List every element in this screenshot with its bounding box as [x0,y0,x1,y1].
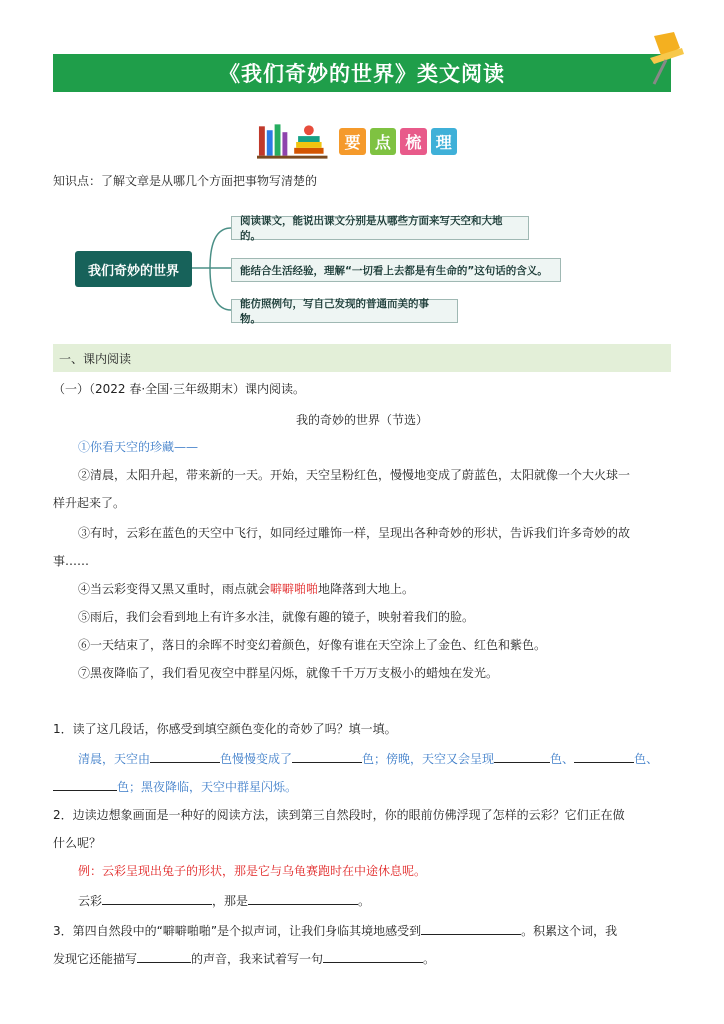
paragraph: ⑥一天结束了，落日的余晖不时变幻着颜色，好像有谁在天空涂上了金色、红色和紫色。 [78,638,547,652]
answer-blank[interactable] [248,904,358,905]
part-title: 一、课内阅读 [53,344,671,372]
paragraph: ①你看天空的珍藏—— [78,440,199,454]
answer-blank[interactable] [292,762,362,763]
question-text: 发现它还能描写 [53,952,138,966]
mindmap-leaf: 阅读课文，能说出课文分别是从哪些方面来写天空和大地的。 [231,216,529,240]
section-header-char: 要 [339,128,365,155]
books-icon [257,120,335,162]
pushpin-icon [640,28,690,88]
question-text: 。积累这个词，我 [521,924,618,938]
example-answer: 例：云彩呈现出兔子的形状，那是它与乌龟赛跑时在中途休息呢。 [78,864,427,878]
fill-text: 。 [358,894,371,908]
answer-blank[interactable] [137,962,191,963]
question-text: 。 [423,952,436,966]
knowledge-point: 知识点：了解文章是从哪几个方面把事物写清楚的 [53,174,318,188]
question-1-fill [78,750,658,767]
paragraph-text: 地降落到大地上。 [318,582,415,596]
paragraph: 事…… [53,554,90,568]
fill-text: 色慢慢变成了 [220,752,293,766]
paragraph-text: ④当云彩变得又黑又重时，雨点就会 [78,582,271,596]
question-3 [53,950,435,967]
passage-title: 我的奇妙的世界（节选） [296,413,429,427]
section-header-char: 理 [431,128,457,155]
paragraph: ⑦黑夜降临了，我们看见夜空中群星闪烁，就像千千万万支极小的蜡烛在发光。 [78,666,499,680]
paragraph [78,580,414,597]
fill-text: 色；黑夜降临，天空中群星闪烁。 [117,780,298,794]
question-2: 什么呢？ [53,836,102,850]
answer-blank[interactable] [150,762,220,763]
answer-blank[interactable] [53,790,117,791]
fill-text: 云彩 [78,894,103,908]
question-1: 1．读了这几段话，你感受到填空颜色变化的奇妙了吗？填一填。 [53,722,397,736]
paragraph: ③有时，云彩在蓝色的天空中飞行，如同经过雕饰一样，呈现出各种奇妙的形状，告诉我们许多奇妙的故 [78,526,631,540]
paragraph: ②清晨，太阳升起，带来新的一天。开始，天空呈粉红色，慢慢地变成了蔚蓝色，太阳就像一个大火球一 [78,468,631,482]
fill-text: 色、 [550,752,575,766]
question-1-fill [53,778,297,795]
question-text: 3．第四自然段中的“噼噼啪啪”是个拟声词，让我们身临其境地感受到 [53,924,422,938]
answer-blank[interactable] [421,934,521,935]
fill-text: ，那是 [212,894,249,908]
mindmap-root: 我们奇妙的世界 [75,251,192,287]
answer-blank[interactable] [102,904,212,905]
answer-blank[interactable] [494,762,550,763]
answer-blank[interactable] [323,962,423,963]
fill-text: 色、 [634,752,659,766]
paragraph: ⑤雨后，我们会看到地上有许多水洼，就像有趣的镜子，映射着我们的脸。 [78,610,475,624]
section-header-char: 点 [370,128,396,155]
section-header-char: 梳 [400,128,426,155]
answer-blank[interactable] [574,762,634,763]
onomatopoeia-highlight: 噼噼啪啪 [270,582,319,596]
question-2: 2．边读边想象画面是一种好的阅读方法，读到第三自然段时，你的眼前仿佛浮现了怎样的云彩？它们正在做 [53,808,625,822]
mindmap-leaf: 能结合生活经验，理解“一切看上去都是有生命的”这句话的含义。 [231,258,561,282]
page-title: 《我们奇妙的世界》类文阅读 [53,54,671,92]
section-header [257,120,457,162]
question-3 [53,922,617,939]
question-text: 的声音，我来试着写一句 [191,952,324,966]
fill-text: 色；傍晚，天空又会呈现 [362,752,495,766]
source-line: （一）（2022 春·全国·三年级期末）课内阅读。 [53,382,305,396]
paragraph: 样升起来了。 [53,496,126,510]
fill-text: 清晨，天空由 [78,752,151,766]
mindmap-leaf: 能仿照例句，写自己发现的普通而美的事物。 [231,299,458,323]
mindmap-connectors [190,220,235,320]
question-2-fill [78,892,370,909]
